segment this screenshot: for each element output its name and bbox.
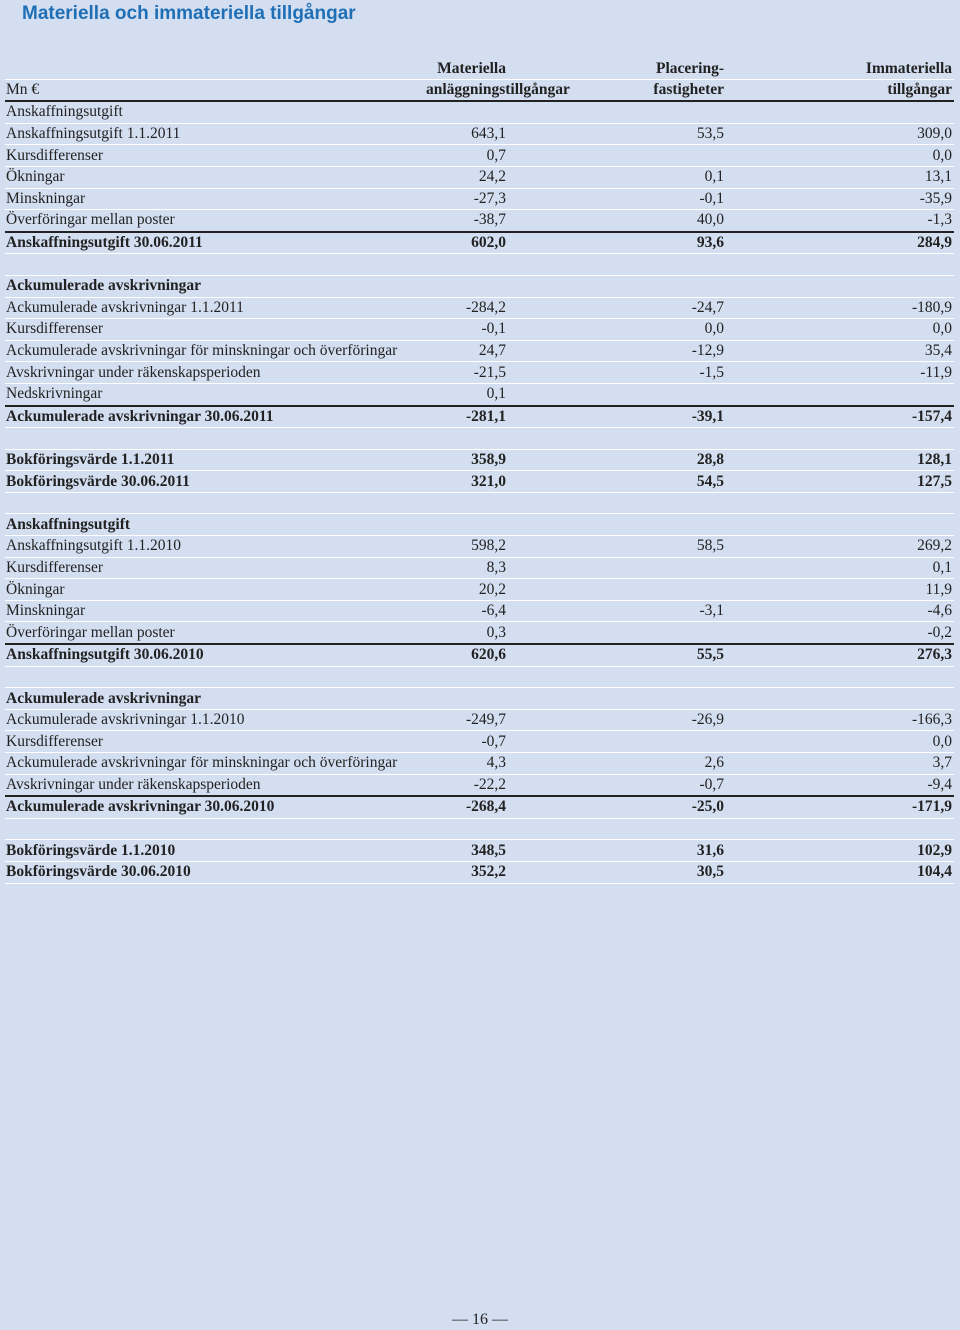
table-row [5, 514, 954, 536]
row-value-col1: -22,2 [425, 774, 508, 796]
row-label: Kursdifferenser [5, 731, 425, 753]
row-value-col1: 321,0 [425, 471, 508, 493]
row-value-col1 [425, 688, 508, 710]
row-value-col2 [508, 145, 726, 167]
row-value-col2: -3,1 [508, 600, 726, 622]
row-value-col2: -24,7 [508, 297, 726, 319]
row-label: Ackumulerade avskrivningar [5, 275, 425, 297]
row-value-col3 [726, 275, 954, 297]
row-label: Kursdifferenser [5, 145, 425, 167]
row-value-col2: 58,5 [508, 536, 726, 558]
row-label: Anskaffningsutgift 1.1.2010 [5, 536, 425, 558]
row-value-col1: -0,1 [425, 319, 508, 341]
row-label [5, 492, 425, 514]
row-value-col2: -12,9 [508, 340, 726, 362]
table-row [5, 101, 954, 123]
row-value-col3: -35,9 [726, 188, 954, 210]
row-value-col3: -4,6 [726, 600, 954, 622]
row-value-col2: 2,6 [508, 753, 726, 775]
row-label: Ackumulerade avskrivningar för minskningar och överföringar [5, 753, 425, 775]
row-value-col3 [726, 492, 954, 514]
table-row [5, 340, 954, 362]
table-row [5, 319, 954, 341]
row-value-col3: 276,3 [726, 644, 954, 666]
table-row [5, 731, 954, 753]
page-title: Materiella och immateriella tillgångar [22, 3, 356, 24]
row-value-col3: 35,4 [726, 340, 954, 362]
row-value-col2 [508, 579, 726, 601]
row-value-col2 [508, 383, 726, 405]
row-value-col2 [508, 514, 726, 536]
row-value-col3: 3,7 [726, 753, 954, 775]
row-value-col1: -0,7 [425, 731, 508, 753]
row-label: Avskrivningar under räkenskapsperioden [5, 774, 425, 796]
row-value-col2: 54,5 [508, 471, 726, 493]
row-value-col1 [425, 514, 508, 536]
row-value-col3 [726, 101, 954, 123]
row-label: Anskaffningsutgift 1.1.2011 [5, 123, 425, 145]
row-label: Bokföringsvärde 1.1.2011 [5, 449, 425, 471]
row-label: Ackumulerade avskrivningar 30.06.2010 [5, 796, 425, 818]
row-label: Bokföringsvärde 1.1.2010 [5, 840, 425, 862]
row-value-col2: -1,5 [508, 362, 726, 384]
assets-table [5, 58, 954, 884]
row-value-col2: -26,9 [508, 709, 726, 731]
row-value-col3 [726, 818, 954, 840]
row-value-col2: 93,6 [508, 232, 726, 254]
row-label: Överföringar mellan poster [5, 210, 425, 232]
row-value-col1: -6,4 [425, 600, 508, 622]
row-value-col2: 0,0 [508, 319, 726, 341]
header-col3-line1: Immateriella [726, 58, 954, 79]
row-value-col2 [508, 275, 726, 297]
table-row [5, 861, 954, 883]
row-value-col1 [425, 254, 508, 276]
row-label: Ackumulerade avskrivningar 1.1.2011 [5, 297, 425, 319]
row-value-col1: 602,0 [425, 232, 508, 254]
row-value-col1: 4,3 [425, 753, 508, 775]
row-value-col3: 0,0 [726, 731, 954, 753]
row-label: Ökningar [5, 166, 425, 188]
row-label: Avskrivningar under räkenskapsperioden [5, 362, 425, 384]
row-value-col1: -249,7 [425, 709, 508, 731]
row-label: Ökningar [5, 579, 425, 601]
table-row [5, 449, 954, 471]
row-value-col1: 598,2 [425, 536, 508, 558]
row-value-col1: -281,1 [425, 406, 508, 428]
row-label: Anskaffningsutgift 30.06.2011 [5, 232, 425, 254]
table-row [5, 166, 954, 188]
header-row-1 [5, 58, 954, 79]
table-row [5, 210, 954, 232]
table-row [5, 840, 954, 862]
row-value-col2: 31,6 [508, 840, 726, 862]
row-value-col1: 0,3 [425, 622, 508, 644]
header-col2-line1: Placering- [508, 58, 726, 79]
row-value-col3: -180,9 [726, 297, 954, 319]
row-value-col3: -9,4 [726, 774, 954, 796]
row-value-col1 [425, 101, 508, 123]
row-label [5, 818, 425, 840]
row-value-col1 [425, 428, 508, 450]
row-value-col2 [508, 254, 726, 276]
row-value-col3 [726, 688, 954, 710]
row-value-col1: 0,1 [425, 383, 508, 405]
row-label [5, 428, 425, 450]
row-value-col1: 358,9 [425, 449, 508, 471]
table-row [5, 688, 954, 710]
row-value-col2: -39,1 [508, 406, 726, 428]
table-row [5, 383, 954, 405]
row-value-col3: -11,9 [726, 362, 954, 384]
row-label: Ackumulerade avskrivningar 1.1.2010 [5, 709, 425, 731]
row-value-col3 [726, 254, 954, 276]
row-value-col3 [726, 428, 954, 450]
header-col2-line2: fastigheter [508, 79, 726, 101]
row-value-col2: -25,0 [508, 796, 726, 818]
row-label: Kursdifferenser [5, 557, 425, 579]
row-value-col1: -27,3 [425, 188, 508, 210]
row-value-col3: 104,4 [726, 861, 954, 883]
row-value-col2 [508, 688, 726, 710]
row-value-col3: 0,1 [726, 557, 954, 579]
row-value-col1: 620,6 [425, 644, 508, 666]
row-value-col2 [508, 492, 726, 514]
row-value-col2: 53,5 [508, 123, 726, 145]
table-row [5, 123, 954, 145]
table-row [5, 709, 954, 731]
row-label: Ackumulerade avskrivningar [5, 688, 425, 710]
row-value-col1: 24,7 [425, 340, 508, 362]
table-body [5, 101, 954, 883]
row-value-col3: 13,1 [726, 166, 954, 188]
row-label: Anskaffningsutgift [5, 101, 425, 123]
row-value-col3 [726, 514, 954, 536]
row-value-col2 [508, 818, 726, 840]
row-value-col3: 284,9 [726, 232, 954, 254]
row-label: Anskaffningsutgift 30.06.2010 [5, 644, 425, 666]
page-number: — 16 — [452, 1311, 508, 1328]
row-value-col1 [425, 275, 508, 297]
row-value-col1: -21,5 [425, 362, 508, 384]
row-label [5, 666, 425, 688]
row-value-col1 [425, 492, 508, 514]
row-label: Minskningar [5, 188, 425, 210]
table-row [5, 232, 954, 254]
row-label: Bokföringsvärde 30.06.2011 [5, 471, 425, 493]
row-value-col2 [508, 428, 726, 450]
header-col1-line1: Materiella [425, 58, 508, 79]
row-value-col1: -284,2 [425, 297, 508, 319]
header-unit: Mn € [5, 79, 425, 101]
row-value-col1: 352,2 [425, 861, 508, 883]
table-row [5, 275, 954, 297]
table-row [5, 145, 954, 167]
header-empty [5, 58, 425, 79]
table-row [5, 471, 954, 493]
row-value-col3 [726, 666, 954, 688]
row-value-col2 [508, 622, 726, 644]
row-value-col3: 102,9 [726, 840, 954, 862]
row-value-col2: -0,1 [508, 188, 726, 210]
row-value-col2: -0,7 [508, 774, 726, 796]
row-label: Bokföringsvärde 30.06.2010 [5, 861, 425, 883]
header-col3-line2: tillgångar [726, 79, 954, 101]
row-value-col3: -171,9 [726, 796, 954, 818]
table-row [5, 796, 954, 818]
header-col1-line2: anläggningstillgångar [425, 79, 508, 101]
spacer-row [5, 428, 954, 450]
row-label: Ackumulerade avskrivningar för minskningar och överföringar [5, 340, 425, 362]
table-row [5, 297, 954, 319]
row-value-col3: -166,3 [726, 709, 954, 731]
table-row [5, 362, 954, 384]
row-value-col3: 128,1 [726, 449, 954, 471]
header-row-2 [5, 79, 954, 101]
row-value-col1: -268,4 [425, 796, 508, 818]
row-value-col2 [508, 731, 726, 753]
row-value-col1: 24,2 [425, 166, 508, 188]
row-value-col3: -157,4 [726, 406, 954, 428]
row-value-col2: 30,5 [508, 861, 726, 883]
table-row [5, 536, 954, 558]
row-label: Nedskrivningar [5, 383, 425, 405]
row-value-col1: -38,7 [425, 210, 508, 232]
row-value-col3: -1,3 [726, 210, 954, 232]
table-row [5, 753, 954, 775]
row-value-col2 [508, 557, 726, 579]
row-label [5, 254, 425, 276]
row-value-col1 [425, 666, 508, 688]
spacer-row [5, 492, 954, 514]
row-label: Anskaffningsutgift [5, 514, 425, 536]
row-label: Ackumulerade avskrivningar 30.06.2011 [5, 406, 425, 428]
spacer-row [5, 666, 954, 688]
table-row [5, 557, 954, 579]
row-value-col3: 269,2 [726, 536, 954, 558]
table-row [5, 644, 954, 666]
row-value-col1: 0,7 [425, 145, 508, 167]
row-value-col3: 0,0 [726, 145, 954, 167]
row-value-col1: 643,1 [425, 123, 508, 145]
spacer-row [5, 818, 954, 840]
table-row [5, 406, 954, 428]
row-value-col3: 309,0 [726, 123, 954, 145]
table-row [5, 579, 954, 601]
table-row [5, 600, 954, 622]
row-value-col3: 11,9 [726, 579, 954, 601]
spacer-row [5, 254, 954, 276]
row-value-col3: -0,2 [726, 622, 954, 644]
row-value-col2: 0,1 [508, 166, 726, 188]
row-value-col2 [508, 101, 726, 123]
row-value-col2: 55,5 [508, 644, 726, 666]
row-value-col1: 8,3 [425, 557, 508, 579]
row-label: Kursdifferenser [5, 319, 425, 341]
row-value-col1: 348,5 [425, 840, 508, 862]
row-value-col3: 0,0 [726, 319, 954, 341]
row-label: Överföringar mellan poster [5, 622, 425, 644]
table-row [5, 188, 954, 210]
row-value-col2: 40,0 [508, 210, 726, 232]
row-value-col2 [508, 666, 726, 688]
row-value-col2: 28,8 [508, 449, 726, 471]
table-row [5, 622, 954, 644]
table-row [5, 774, 954, 796]
row-label: Minskningar [5, 600, 425, 622]
row-value-col1 [425, 818, 508, 840]
row-value-col1: 20,2 [425, 579, 508, 601]
row-value-col3: 127,5 [726, 471, 954, 493]
row-value-col3 [726, 383, 954, 405]
